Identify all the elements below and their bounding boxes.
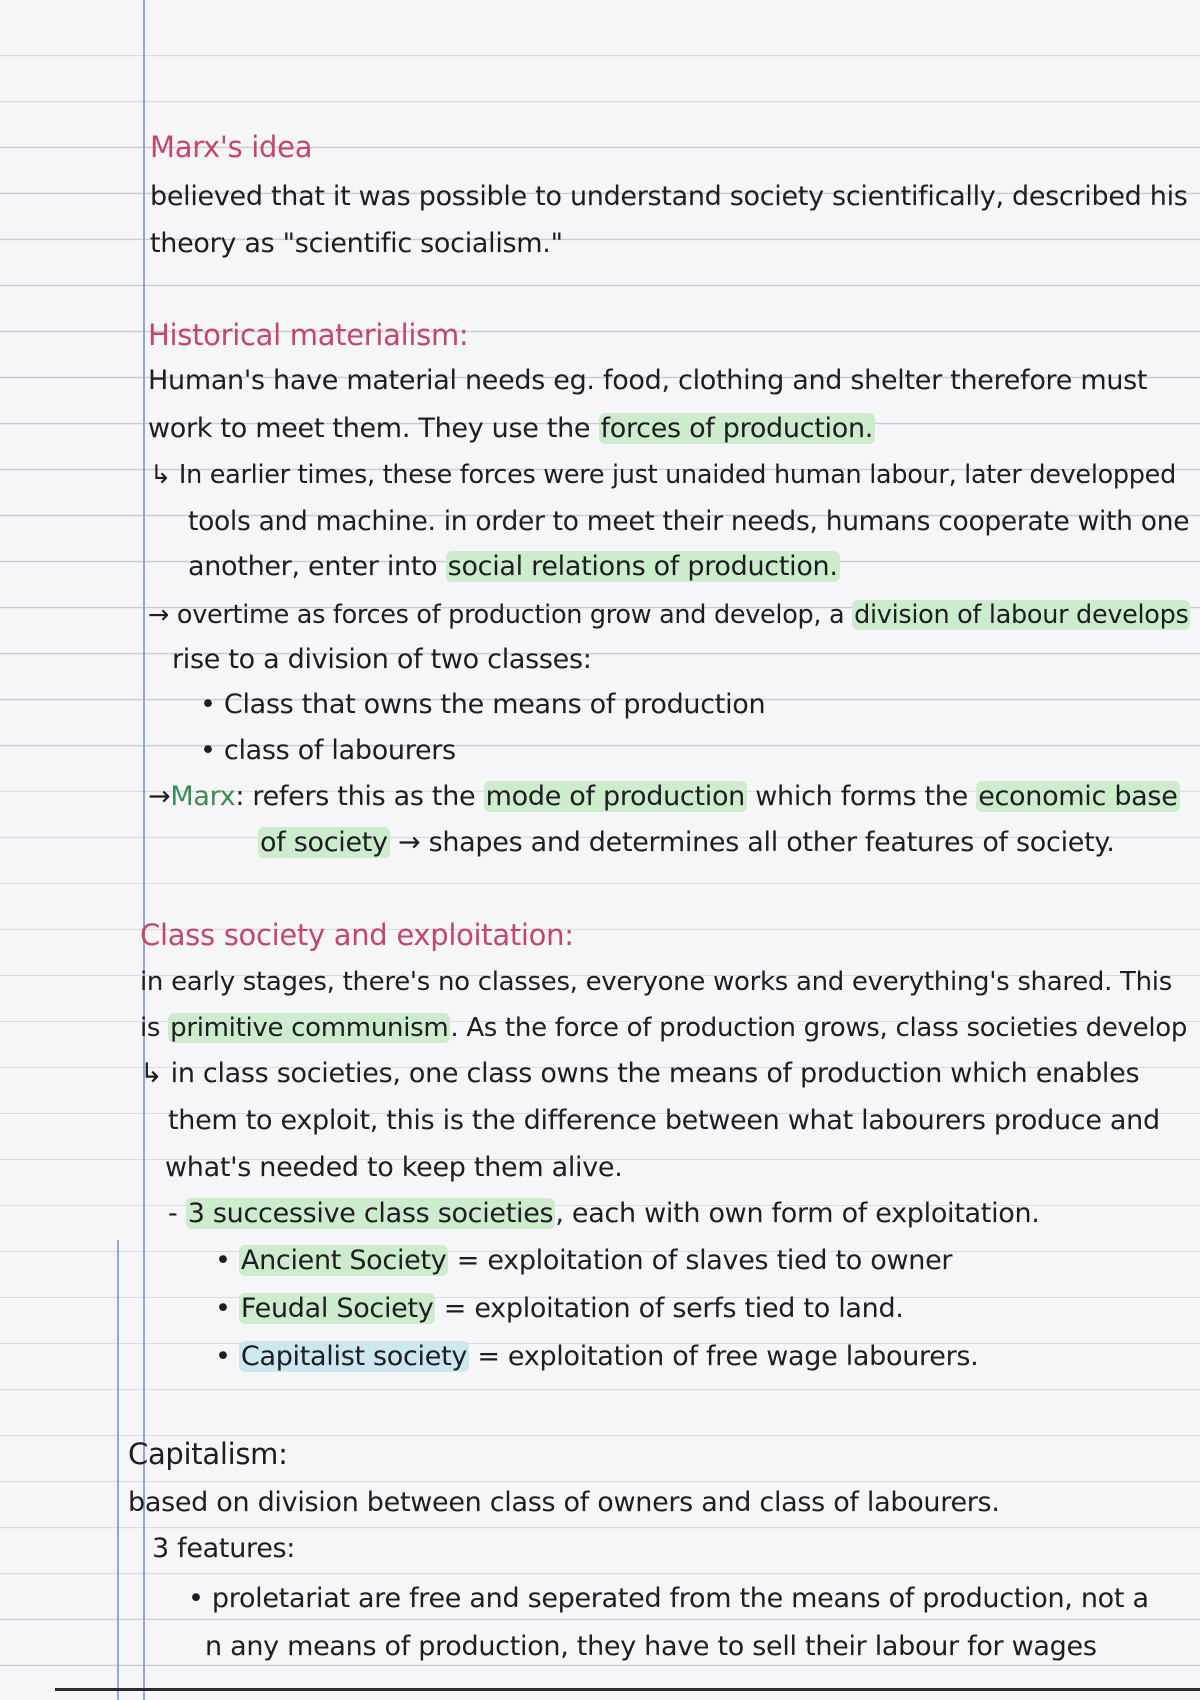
heading-class-society: Class society and exploitation:: [140, 918, 574, 952]
text-line: [150, 458, 1176, 492]
text-fragment: is: [140, 1013, 169, 1043]
bullet-item: • class of labourers: [200, 735, 456, 766]
arrow-return-icon: ↳: [150, 460, 172, 490]
arrow-right-icon: →: [148, 600, 170, 630]
text-fragment: overtime as forces of production grow and develop, a: [176, 600, 853, 630]
text-line: based on division between class of owners and class of labourers.: [128, 1487, 1000, 1518]
text-line: tools and machine. in order to meet their needs, humans cooperate with one: [188, 506, 1190, 537]
text-fragment: work to meet them. They use the: [148, 413, 599, 444]
text-fragment: → shapes and determines all other features of society.: [389, 827, 1115, 858]
highlight-ancient-society: Ancient Society: [240, 1245, 447, 1276]
text-line: [258, 826, 1114, 860]
bullet-dot: •: [215, 1245, 239, 1276]
text-line: [140, 1057, 1139, 1091]
text-line: in early stages, there's no classes, everyone works and everything's shared. This: [140, 967, 1172, 997]
heading-marx-idea: Marx's idea: [150, 130, 313, 164]
text-line: [148, 598, 1190, 632]
text-line: Human's have material needs eg. food, clothing and shelter therefore must: [148, 365, 1148, 396]
text-line: rise to a division of two classes:: [172, 644, 592, 675]
text-fragment: = exploitation of slaves tied to owner: [448, 1245, 953, 1276]
text-line: theory as "scientific socialism.": [150, 228, 563, 259]
highlight-primitive-communism: primitive communism: [170, 1013, 449, 1043]
text-line: 3 features:: [152, 1533, 296, 1564]
text-line: [140, 1011, 1187, 1045]
text-line: [168, 1197, 1040, 1231]
text-line: n any means of production, they have to sell their labour for wages: [205, 1631, 1097, 1662]
text-line: them to exploit, this is the difference between what labourers produce and: [168, 1105, 1160, 1136]
bullet-item: [215, 1292, 904, 1326]
highlight-economic-base: economic base: [978, 781, 1178, 812]
highlight-feudal-society: Feudal Society: [240, 1293, 434, 1324]
text-fragment: which forms the: [746, 781, 977, 812]
highlight-capitalist-society: Capitalist society: [240, 1341, 468, 1372]
highlight-3-successive: 3 successive class societies: [187, 1198, 554, 1229]
text-fragment: : refers this as the: [235, 781, 484, 812]
text-line: [148, 780, 1180, 814]
text-line: [148, 412, 875, 446]
text-line: what's needed to keep them alive.: [165, 1152, 623, 1183]
bullet-dot: •: [215, 1293, 239, 1324]
bullet-item: [215, 1340, 978, 1374]
text-fragment: , each with own form of exploitation.: [555, 1198, 1040, 1229]
heading-capitalism: Capitalism:: [128, 1437, 288, 1471]
text-fragment: In earlier times, these forces were just unaided human labour, later developped: [178, 460, 1176, 490]
text-fragment: Marx: [170, 781, 236, 812]
highlight-social-relations: social relations of production.: [447, 551, 838, 582]
bullet-item: • Class that owns the means of production: [200, 689, 766, 720]
highlight-mode-of-production: mode of production: [485, 781, 745, 812]
highlight-forces-of-production: forces of production.: [600, 413, 874, 444]
text-line: [188, 550, 840, 584]
text-fragment: in class societies, one class owns the means of production which enables: [170, 1058, 1140, 1089]
bullet-item: [215, 1244, 952, 1278]
highlight-division-of-labour: division of labour develops: [854, 600, 1189, 630]
heading-historical-materialism: Historical materialism:: [148, 318, 469, 352]
bullet-item: • proletariat are free and seperated from the means of production, not a: [188, 1583, 1149, 1614]
page-bottom-edge: [55, 1688, 1200, 1691]
highlight-of-society: of society: [260, 827, 388, 858]
text-fragment: . As the force of production grows, class societies develop: [450, 1013, 1188, 1043]
arrow-right-icon: →: [148, 781, 171, 812]
text-line: believed that it was possible to understand society scientifically, described his: [150, 181, 1188, 212]
bullet-dot: •: [215, 1341, 239, 1372]
arrow-return-icon: ↳: [140, 1058, 163, 1089]
text-fragment: -: [168, 1198, 186, 1229]
margin-line-lower: [117, 1240, 119, 1700]
text-fragment: = exploitation of serfs tied to land.: [435, 1293, 904, 1324]
text-fragment: another, enter into: [188, 551, 446, 582]
text-fragment: = exploitation of free wage labourers.: [469, 1341, 979, 1372]
